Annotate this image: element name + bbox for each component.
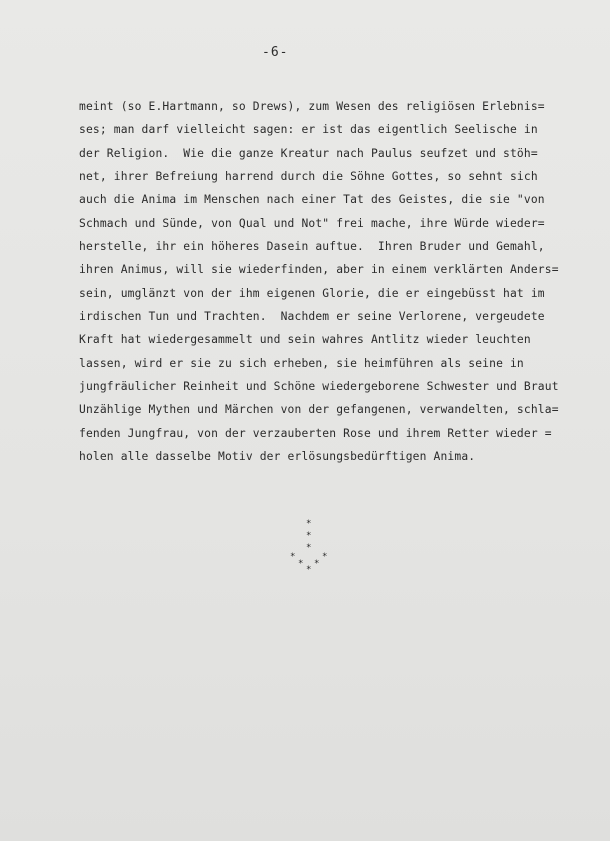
text-line-5: auch die Anima im Menschen nach einer Tat des Geistes, die sie "von <box>79 193 545 207</box>
text-line-4: net, ihrer Befreiung harrend durch die Söhne Gottes, so sehnt sich <box>79 170 538 184</box>
text-line-12: lassen, wird er sie zu sich erheben, sie heimführen als seine in <box>79 356 524 370</box>
text-line-13: jungfräulicher Reinheit und Schöne wiedergeborene Schwester und Braut <box>79 380 559 394</box>
asterisk-icon: * <box>322 552 328 562</box>
asterisk-icon: * <box>290 552 296 562</box>
asterisk-icon: * <box>306 565 312 575</box>
asterisk-icon: * <box>314 559 320 569</box>
text-line-16: holen alle dasselbe Motiv der erlösungsbedürftigen Anima. <box>79 450 476 464</box>
text-line-7: herstelle, ihr ein höheres Dasein auftue. Ihren Bruder und Gemahl, <box>79 240 545 254</box>
text-line-1: meint (so E.Hartmann, so Drews), zum Wesen des religiösen Erlebnis= <box>79 100 545 113</box>
text-line-14: Unzählige Mythen und Märchen von der gefangenen, verwandelten, schla= <box>79 403 559 417</box>
asterisk-icon: * <box>306 531 312 541</box>
text-line-11: Kraft hat wiedergesammelt und sein wahres Antlitz wieder leuchten <box>79 333 531 347</box>
page-number: -6- <box>262 45 289 60</box>
text-line-10: irdischen Tun und Trachten. Nachdem er seine Verlorene, vergeudete <box>79 310 545 324</box>
text-line-15: fenden Jungfrau, von der verzauberten Rose und ihrem Retter wieder = <box>79 426 552 440</box>
text-line-8: ihren Animus, will sie wiederfinden, aber in einem verklärten Anders= <box>79 263 559 277</box>
text-line-3: der Religion. Wie die ganze Kreatur nach Paulus seufzet und stöh= <box>79 146 538 160</box>
asterisk-icon: * <box>306 519 312 529</box>
text-line-2: ses; man darf vielleicht sagen: er ist das eigentlich Seelische in <box>79 123 538 137</box>
text-line-6: Schmach und Sünde, von Qual und Not" frei mache, ihre Würde wieder= <box>79 216 545 230</box>
asterisk-icon: * <box>298 559 304 569</box>
asterisk-icon: * <box>306 543 312 553</box>
text-line-9: sein, umglänzt von der ihm eigenen Glorie, die er eingebüsst hat im <box>79 286 545 300</box>
body-text <box>79 95 569 469</box>
asterisk-ornament <box>288 520 338 580</box>
